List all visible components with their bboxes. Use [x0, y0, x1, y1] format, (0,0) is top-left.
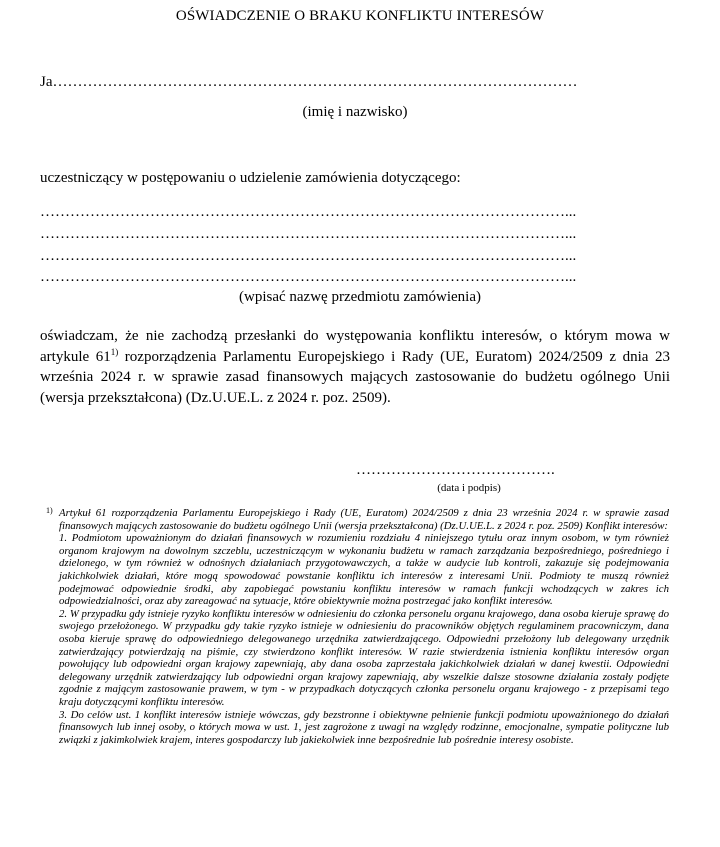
footnote	[59, 507, 669, 746]
declarant-name-line: Ja……………………………………………………………………………………………	[40, 74, 578, 90]
declaration-text-after: rozporządzenia Parlamentu Europejskiego i Rady (UE, Euratom) 2024/2509 z dnia 23 września 2024 r. w sprawie zasad finansowych mających zastosowanie do budżetu ogólnego Unii (wersja przekształcona) (Dz.U.UE.L. z 2024 r. poz. 2509).	[40, 348, 670, 406]
footnote-point-2: 2. W przypadku gdy istnieje ryzyko konfliktu interesów w odniesieniu do członka personelu organu krajowego, dana osoba kieruje sprawę do swojego przełożonego. W przypadku gdy takie ryzyko istnieje w odniesieniu do pracowników objętych regulaminem pracowniczym, dana osoba kieruje sprawę do odpowiedniego delegowanego urzędnika zatwierdzającego. Odpowiedni przełożony lub delegowany urzędnik zatwierdzający potwierdzają na piśmie, czy stwierdzono konflikt interesów. W razie stwierdzenia istnienia konfliktu interesów organ powołujący lub odpowiedni organ krajowy zapewniają, aby dana osoba zaprzestała jakichkolwiek działań w danej kwestii. Odpowiedni delegowany urzędnik zatwierdzający lub odpowiedni organ krajowy zapewniają, aby wszelkie dalsze stosowne działania zostały podjęte zgodnie z mającym zastosowanie prawem, w tym - w przypadkach dotyczących członka personelu organu krajowego - z przepisami tego kraju dotyczącymi konfliktu interesów.	[59, 607, 669, 708]
subject-caption: (wpisać nazwę przedmiotu zamówienia)	[239, 289, 481, 305]
subject-line-3: ……………………………………………………………………………………………...	[40, 248, 577, 264]
participant-text: uczestniczący w postępowaniu o udzielenie zamówienia dotyczącego:	[40, 170, 461, 186]
declaration-text	[40, 326, 670, 408]
subject-line-2: ……………………………………………………………………………………………...	[40, 226, 577, 242]
subject-line-4: ……………………………………………………………………………………………...	[40, 269, 577, 285]
document-title: OŚWIADCZENIE O BRAKU KONFLIKTU INTERESÓW	[175, 8, 545, 24]
declarant-name-caption: (imię i nazwisko)	[302, 104, 408, 120]
footnote-mark: 1)	[46, 506, 53, 515]
footnote-reference: 1)	[110, 346, 119, 357]
footnote-point-3: 3. Do celów ust. 1 konflikt interesów istnieje wówczas, gdy bezstronne i obiektywne pełnienie funkcji podmiotu upoważnionego do działań finansowych lub innej osoby, o których mowa w ust. 1, jest zagrożone z uwagi na względy rodzinne, emocjonalne, sympatie polityczne lub związki z jakimkolwiek krajem, interes gospodarczy lub jakiekolwiek inne bezpośrednie lub pośrednie interesy osobiste.	[59, 708, 669, 746]
signature-caption: (data i podpis)	[437, 482, 501, 494]
subject-line-1: ……………………………………………………………………………………………...	[40, 204, 577, 220]
footnote-intro: Artykuł 61 rozporządzenia Parlamentu Europejskiego i Rady (UE, Euratom) 2024/2509 z dnia 23 września 2024 r. w sprawie zasad finansowych mających zastosowanie do budżetu ogólnego Unii (wersja przekształcona) (Dz.U.UE.L. z 2024 r. poz. 2509) Konflikt interesów:	[59, 507, 669, 532]
footnote-point-1: 1. Podmiotom upoważnionym do działań finansowych w rozumieniu rozdziału 4 niniejszego tytułu oraz innym osobom, w tym również organom krajowym na dowolnym szczeblu, uczestniczącym w wykonaniu budżetu w ramach zarządzania bezpośredniego, pośredniego i dzielonego, w tym również w odnośnych działaniach przygotowawczych, a także w audycie lub kontroli, zakazuje się podejmowania jakichkolwiek działań, które mogą spowodować powstanie konfliktu ich interesów z interesami Unii. Podmioty te muszą również podejmować odpowiednie środki, aby zapobiegać powstaniu konfliktu interesów w ramach funkcji wchodzących w zakres ich odpowiedzialności, oraz aby zareagować na sytuacje, które obiektywnie można postrzegać jako konflikt interesów.	[59, 532, 669, 608]
signature-line: ………………………………….	[356, 462, 555, 478]
declaration-text-before: oświadczam, że nie zachodzą przesłanki do występowania konfliktu interesów, o którym mowa w artykule 61	[40, 328, 670, 365]
